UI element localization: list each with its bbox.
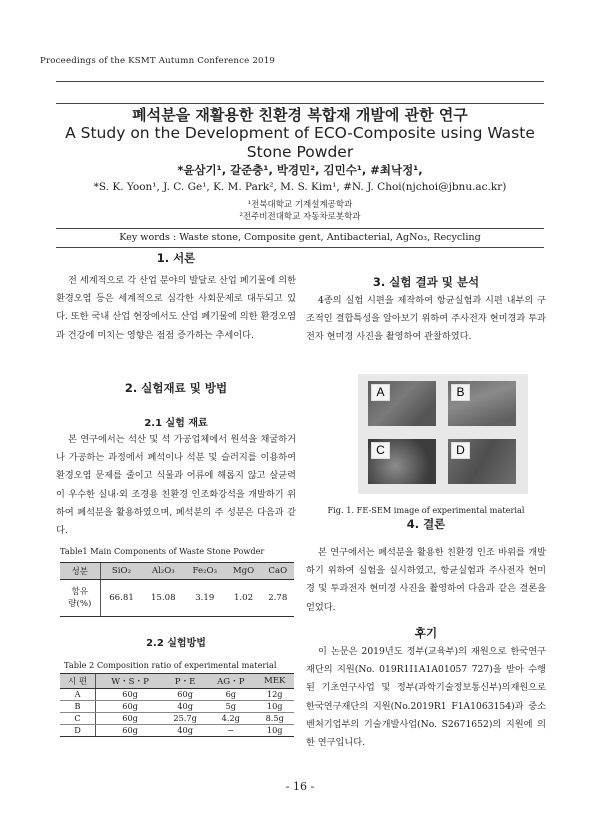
table1-main-components [60,562,294,617]
panel-label: B [451,384,470,401]
acknowledgement-text: 이 논문은 2019년도 정부(교육부)의 재원으로 한국연구재단의 지원(No. 019R1I1A1A01057 727)을 받아 수행된 기초연구사업 및 정부(과학기술정보통신부)의재원으로 한국연구재단의 지원(No.2019R1 F1A1063154)과 중소벤처기업부의 기술개발사업(No. S2671652)의 지원에 의한 연구입니다. [306,646,546,749]
table2-cell: 4.2g [206,713,255,725]
affiliation-2: ²전주비전대학교 자동차로봇학과 [239,212,361,222]
sem-panel-a [368,381,436,426]
intro-text: 전 세계적으로 각 산업 분야의 발달로 산업 폐기물에 의한 환경오염 등은 세계적으로 심각한 사회문제로 대두되고 있다. 또한 국내 산업 현장에서도 산업 폐기물에 의한 환경오염과 건강에 미치는 영향은 점점 증가하는 추세이다. [56,275,296,341]
table2-cell: A [60,689,96,701]
table2-cell: 60g [96,701,165,713]
conclusion-heading: 4. 결론 [406,517,446,531]
running-head: Proceedings of the KSMT Autumn Conference 2019 [40,56,276,66]
affiliation-1: ¹전북대학교 기계설계공학과 [247,200,353,210]
table1-header-cell: 성분 [60,563,100,580]
table2-row [60,725,294,737]
table2-cell: 60g [96,713,165,725]
table1-row-label [60,580,100,617]
table2-row [60,713,294,725]
keywords-top-rule [56,228,544,229]
conclusion-text: 본 연구에서는 폐석분을 활용한 친환경 인조 바위를 개발하기 위하여 실험을 실시하였고, 항균실험과 주사전자 현미경 및 투과전자 현미경 사진을 촬영하여 다음과 같은 결론을 얻었다. [306,547,546,613]
table1-caption: Table1 Main Components of Waste Stone Powder [60,546,265,556]
table2-header-row [60,674,294,689]
method-subheading: 2.2 실험방법 [146,638,206,649]
table1-header-cell: Fe₂O₃ [184,563,225,580]
authors-english: *S. K. Yoon¹, J. C. Ge¹, K. M. Park², M. S. Kim¹, #N. J. Choi(njchoi@jbnu.ac.kr) [93,181,507,193]
table2-cell: D [60,725,96,737]
table2-composition [60,673,294,737]
table2-header-cell: AG・P [206,674,255,689]
table2-cell: 5g [206,701,255,713]
table2-cell: 60g [96,725,165,737]
table2-row [60,701,294,713]
table2-cell: 40g [164,701,206,713]
fe-sem-figure [358,374,528,494]
table1-cell: 3.19 [184,580,225,617]
sem-panel-d [448,439,516,484]
table2-cell: 12g [255,689,294,701]
table2-row [60,689,294,701]
table2-cell: 6g [206,689,255,701]
page-number: - 16 - [285,780,315,793]
table2-header-cell: P・E [164,674,206,689]
table2-cell: 60g [164,689,206,701]
results-heading: 3. 실험 결과 및 분석 [372,275,480,289]
table1-header-cell: MgO [226,563,262,580]
materials-subheading: 2.1 실험 재료 [144,418,208,429]
table1-header-cell: Al₂O₃ [142,563,184,580]
acknowledgement-heading: 후기 [414,626,438,640]
table2-cell: − [206,725,255,737]
table1-header-cell: CaO [262,563,294,580]
table2-header-cell: MEK [255,674,294,689]
table2-cell: 25.7g [164,713,206,725]
table2-cell: B [60,701,96,713]
panel-label: A [371,384,390,401]
table2-caption: Table 2 Composition ratio of experimental material [64,660,277,670]
table1-header-cell: SiO₂ [100,563,142,580]
table1-cell: 1.02 [226,580,262,617]
keywords-bottom-rule [56,247,544,248]
title-korean: 폐석분을 재활용한 친환경 복합재 개발에 관한 연구 [132,106,468,124]
table1-row-label-line1: 함유 [71,587,89,597]
materials-text: 본 연구에서는 석산 및 석 가공업체에서 원석을 채굴하거나 가공하는 과정에서 폐석이나 석분 및 슬러지를 이용하여 환경오염 문제를 줄이고 식물과 어류에 해롭지 않고 살균력이 우수한 실내·외 조경용 친환경 인조화강석을 개발하기 위하여 폐석분을 활용하였으며, 폐석분의 주 성분은 다음과 같다. [56,434,296,537]
title-english: A Study on the Development of ECO-Composite using Waste Stone Powder [65,124,535,161]
table2-cell: C [60,713,96,725]
table2-cell: 40g [164,725,206,737]
table2-header-cell: 시 편 [60,674,96,689]
methods-heading: 2. 실험재료 및 방법 [124,381,228,395]
table1-row [60,580,294,617]
sem-panel-c [368,439,436,484]
header-rule [56,81,544,82]
table2-cell: 10g [255,701,294,713]
figure1-caption: Fig. 1. FE-SEM image of experimental material [327,505,525,515]
table1-cell: 2.78 [262,580,294,617]
table2-cell: 60g [96,689,165,701]
sem-panel-b [448,381,516,426]
panel-label: C [371,442,390,459]
panel-label: D [451,442,470,459]
table2-cell: 10g [255,725,294,737]
table1-row-label-line2: 량(%) [68,599,92,609]
table1-header-row [60,563,294,580]
table1-cell: 15.08 [142,580,184,617]
table1-cell: 66.81 [100,580,142,617]
table2-cell: 8.5g [255,713,294,725]
intro-heading: 1. 서론 [156,251,196,265]
keywords: Key words : Waste stone, Composite gent, Antibacterial, AgNo₃, Recycling [119,232,481,243]
table2-header-cell: W・S・P [96,674,165,689]
authors-korean: *윤삼기¹, 갈준충¹, 박경민², 김민수¹, #최낙정¹, [177,163,423,177]
results-text: 4종의 실험 시편을 제작하여 항균실험과 시편 내부의 구조적인 결합특성을 알아보기 위하여 주사전자 현미경과 투과 전자 현미경 사진을 촬영하여 관찰하였다. [306,295,546,343]
